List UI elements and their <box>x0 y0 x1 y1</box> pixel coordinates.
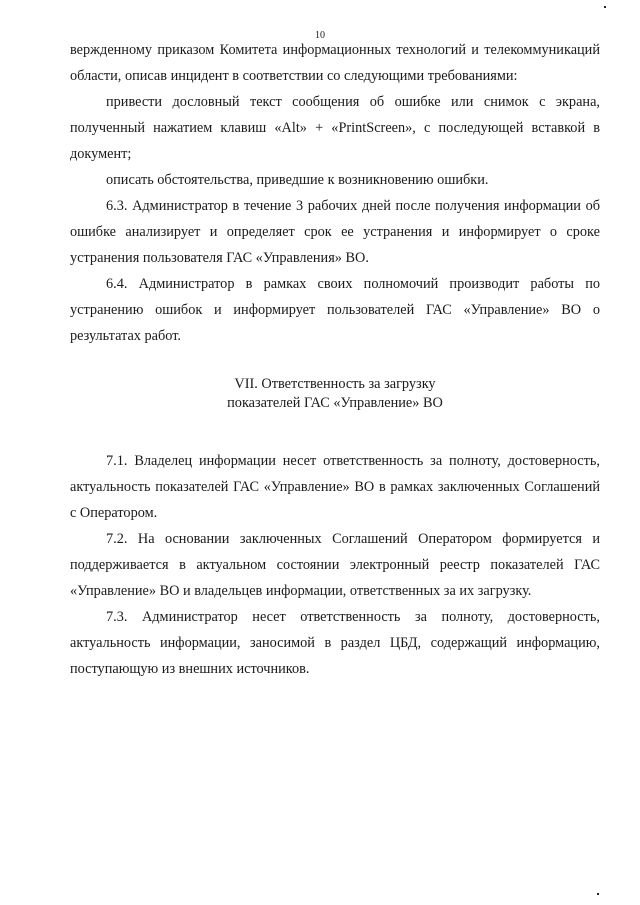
page-number: 10 <box>315 30 325 41</box>
paragraph-6-3: 6.3. Администратор в течение 3 рабочих дней после получения информации об ошибке анализирует и определяет срок ее устранения и информирует о сроке устранения пользователя ГАС «Управления» ВО. <box>70 198 600 266</box>
scan-speck-bottom <box>597 893 599 895</box>
paragraph-requirement-2: описать обстоятельства, приведшие к возникновению ошибки. <box>106 172 489 188</box>
paragraph-continuation: вержденному приказом Комитета информационных технологий и телекоммуникаций области, описав инцидент в соответствии со следующими требованиями: <box>70 42 600 84</box>
paragraph-6-4: 6.4. Администратор в рамках своих полномочий производит работы по устранению ошибок и информирует пользователей ГАС «Управление» ВО о результатах работ. <box>70 276 600 344</box>
section-7-heading-line-2: показателей ГАС «Управление» ВО <box>227 395 443 411</box>
section-7-heading-line-1: VII. Ответственность за загрузку <box>234 376 436 392</box>
section-6-body <box>70 37 600 349</box>
paragraph-requirement-1: привести дословный текст сообщения об ошибке или снимок с экрана, полученный нажатием клавиш «Alt» + «PrintScreen», с последующей вставкой в документ; <box>70 94 600 162</box>
section-7-heading <box>70 375 600 413</box>
paragraph-7-3: 7.3. Администратор несет ответственность за полноту, достоверность, актуальность информации, заносимой в раздел ЦБД, содержащий информацию, поступающую из внешних источников. <box>70 609 600 677</box>
scan-speck-top <box>604 6 606 8</box>
paragraph-7-1: 7.1. Владелец информации несет ответственность за полноту, достоверность, актуальность показателей ГАС «Управление» ВО в рамках заключенных Соглашений с Оператором. <box>70 453 600 521</box>
section-7-body <box>70 448 600 682</box>
paragraph-7-2: 7.2. На основании заключенных Соглашений Оператором формируется и поддерживается в актуальном состоянии электронный реестр показателей ГАС «Управление» ВО и владельцев информации, ответственных за их загрузку. <box>70 531 600 599</box>
